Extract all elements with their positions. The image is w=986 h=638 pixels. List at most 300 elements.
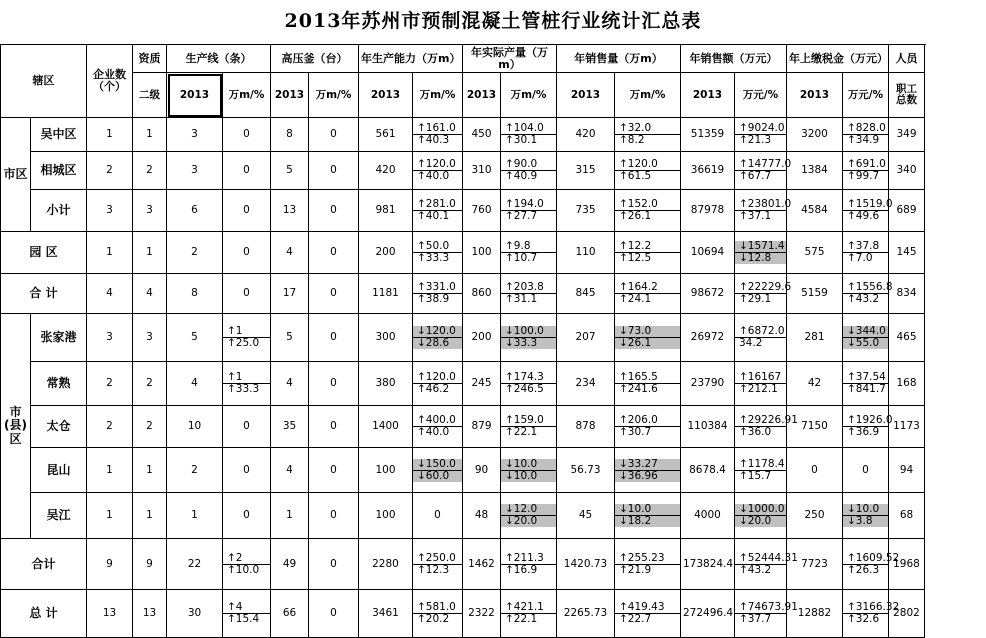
cell-qualification[interactable]: 1 (133, 493, 167, 539)
cell-enterprises[interactable]: 4 (87, 274, 133, 314)
cell-qualification[interactable]: 3 (133, 190, 167, 232)
cell-ac-2013[interactable]: 8 (271, 118, 309, 152)
header-pl-change[interactable]: 万m/% (223, 73, 271, 118)
cell-qualification[interactable]: 4 (133, 274, 167, 314)
group-label-city[interactable]: 市区 (1, 118, 31, 232)
change-amount[interactable]: ↑37.8 (847, 240, 880, 253)
change-percent[interactable]: ↑21.3 (735, 134, 786, 146)
header-staff-total[interactable]: 职工总数 (889, 73, 925, 118)
cell-output-change[interactable] (501, 362, 557, 406)
change-percent[interactable]: ↑40.0 (413, 426, 462, 438)
row-label[interactable]: 吴中区 (31, 118, 87, 152)
cell-tax[interactable]: 575 (787, 232, 843, 274)
cell-output[interactable]: 760 (463, 190, 501, 232)
change-amount[interactable]: ↑421.1 (505, 601, 544, 614)
cell-staff-total[interactable]: 1173 (889, 406, 925, 448)
row-label[interactable]: 相城区 (31, 152, 87, 190)
change-amount[interactable]: ↑9024.0 (739, 122, 785, 135)
cell-output-change[interactable] (501, 118, 557, 152)
cell-capacity-change[interactable] (413, 274, 463, 314)
cell-tax[interactable]: 0 (787, 448, 843, 493)
cell-qualification[interactable]: 1 (133, 118, 167, 152)
change-amount[interactable]: ↑1 (227, 325, 243, 338)
row-label[interactable]: 吴江 (31, 493, 87, 539)
cell-output[interactable]: 860 (463, 274, 501, 314)
cell-tax-change[interactable] (843, 118, 889, 152)
change-percent[interactable]: ↓20.0 (735, 515, 786, 527)
change-percent[interactable]: ↑26.3 (843, 564, 888, 576)
header-cap-2013[interactable]: 2013 (359, 73, 413, 118)
cell-pl-2013[interactable]: 2 (167, 232, 223, 274)
cell-qualification[interactable]: 1 (133, 448, 167, 493)
cell-ac-2013[interactable]: 13 (271, 190, 309, 232)
cell-pl-2013[interactable]: 10 (167, 406, 223, 448)
cell-capacity-change[interactable]: 0 (413, 493, 463, 539)
cell-pl-change[interactable]: 0 (223, 406, 271, 448)
cell-output-change[interactable] (501, 190, 557, 232)
cell-sales-amount-change[interactable] (735, 274, 792, 314)
change-amount[interactable]: ↑1 (227, 371, 243, 384)
change-amount[interactable]: ↑74673.91 (739, 601, 798, 614)
cell-enterprises[interactable]: 2 (87, 406, 133, 448)
cell-enterprises[interactable]: 1 (87, 493, 133, 539)
cell-pl-change[interactable] (223, 539, 271, 590)
change-amount[interactable]: ↓100.0 (501, 326, 556, 337)
change-amount[interactable]: ↑50.0 (417, 240, 450, 253)
cell-tax[interactable]: 4584 (787, 190, 843, 232)
cell-pl-change[interactable] (223, 314, 271, 362)
cell-output-change[interactable] (501, 232, 557, 274)
cell-sales-amount[interactable]: 36619 (681, 152, 735, 190)
cell-output-change[interactable] (501, 274, 557, 314)
cell-tax-change[interactable] (843, 274, 893, 314)
change-amount[interactable]: ↓10.0 (615, 504, 680, 515)
header-staff[interactable]: 人员 (889, 45, 925, 73)
cell-sales-amount[interactable]: 173824.4 (681, 539, 735, 590)
cell-output[interactable]: 90 (463, 448, 501, 493)
cell-qualification[interactable]: 2 (133, 362, 167, 406)
cell-tax[interactable]: 250 (787, 493, 843, 539)
cell-sales-volume-change[interactable] (615, 118, 681, 152)
cell-sales-amount-change[interactable] (735, 362, 787, 406)
header-autoclave[interactable]: 高压釜（台） (271, 45, 359, 73)
change-amount[interactable]: ↑159.0 (505, 414, 544, 427)
change-percent[interactable]: ↑16.9 (501, 564, 556, 576)
cell-sales-volume-change[interactable] (615, 539, 681, 590)
change-amount[interactable]: ↑29226.91 (739, 414, 798, 427)
change-percent[interactable]: ↑40.0 (413, 170, 462, 182)
change-amount[interactable]: ↓33.27 (615, 459, 680, 470)
cell-sales-volume[interactable]: 878 (557, 406, 615, 448)
cell-sales-amount-change[interactable] (735, 539, 798, 590)
cell-output[interactable]: 879 (463, 406, 501, 448)
cell-output-change[interactable] (501, 539, 557, 590)
cell-enterprises[interactable]: 1 (87, 118, 133, 152)
cell-pl-change[interactable] (223, 590, 271, 638)
cell-qualification[interactable]: 1 (133, 232, 167, 274)
change-amount[interactable]: ↑1178.4 (739, 457, 785, 470)
header-sales-amount[interactable]: 年销售额（万元） (681, 45, 787, 73)
cell-sales-amount[interactable]: 10694 (681, 232, 735, 274)
cell-output-change[interactable] (501, 152, 557, 190)
cell-capacity-change[interactable] (413, 152, 463, 190)
cell-tax-change[interactable] (843, 406, 893, 448)
cell-sales-volume[interactable]: 735 (557, 190, 615, 232)
change-percent[interactable]: ↑49.6 (843, 210, 888, 222)
header-district[interactable]: 辖区 (1, 45, 87, 118)
cell-capacity-change[interactable] (413, 448, 463, 493)
cell-ac-2013[interactable]: 4 (271, 448, 309, 493)
cell-sales-volume[interactable]: 207 (557, 314, 615, 362)
cell-tax-change[interactable] (843, 539, 900, 590)
change-percent[interactable]: ↓20.0 (501, 515, 556, 527)
cell-qualification[interactable]: 2 (133, 406, 167, 448)
cell-pl-change[interactable]: 0 (223, 152, 271, 190)
change-percent[interactable]: ↑46.2 (413, 383, 462, 395)
cell-output[interactable]: 48 (463, 493, 501, 539)
change-percent[interactable]: ↑61.5 (615, 170, 680, 182)
cell-sales-volume-change[interactable] (615, 314, 681, 362)
change-percent[interactable]: ↑10.0 (223, 564, 270, 576)
change-amount[interactable]: ↑691.0 (847, 158, 886, 171)
cell-ac-2013[interactable]: 5 (271, 314, 309, 362)
cell-capacity[interactable]: 420 (359, 152, 413, 190)
cell-sales-volume-change[interactable] (615, 274, 681, 314)
cell-ac-change[interactable]: 0 (309, 152, 359, 190)
cell-capacity[interactable]: 1181 (359, 274, 413, 314)
change-percent[interactable]: ↓18.2 (615, 515, 680, 527)
change-amount[interactable]: ↑120.0 (619, 158, 658, 171)
cell-sales-amount[interactable]: 98672 (681, 274, 735, 314)
change-amount[interactable]: ↑194.0 (505, 198, 544, 211)
header-sv-2013[interactable]: 2013 (557, 73, 615, 118)
cell-staff-total[interactable]: 94 (889, 448, 925, 493)
change-amount[interactable]: ↑828.0 (847, 122, 886, 135)
cell-pl-change[interactable]: 0 (223, 493, 271, 539)
cell-output[interactable]: 2322 (463, 590, 501, 638)
change-percent[interactable]: ↑36.0 (735, 426, 786, 438)
row-label[interactable]: 太仓 (31, 406, 87, 448)
cell-tax-change[interactable] (843, 362, 889, 406)
change-amount[interactable]: ↑203.8 (505, 281, 544, 294)
cell-ac-change[interactable]: 0 (309, 448, 359, 493)
cell-ac-2013[interactable]: 4 (271, 362, 309, 406)
change-percent[interactable]: ↑36.9 (843, 426, 888, 438)
cell-enterprises[interactable]: 1 (87, 448, 133, 493)
change-percent[interactable]: ↑32.6 (843, 613, 888, 625)
cell-qualification[interactable]: 9 (133, 539, 167, 590)
change-percent[interactable]: ↑241.6 (615, 383, 680, 395)
cell-staff-total[interactable]: 689 (889, 190, 925, 232)
cell-output-change[interactable] (501, 314, 557, 362)
header-output[interactable]: 年实际产量（万m） (463, 45, 557, 73)
cell-sales-amount-change[interactable] (735, 448, 787, 493)
cell-capacity-change[interactable] (413, 232, 463, 274)
cell-pl-2013[interactable]: 8 (167, 274, 223, 314)
header-qualification[interactable]: 资质 (133, 45, 167, 73)
cell-capacity-change[interactable] (413, 362, 463, 406)
cell-capacity[interactable]: 1400 (359, 406, 413, 448)
cell-enterprises[interactable]: 1 (87, 232, 133, 274)
change-amount[interactable]: ↑3166.32 (847, 601, 900, 614)
header-sa-2013[interactable]: 2013 (681, 73, 735, 118)
cell-sales-volume-change[interactable] (615, 362, 681, 406)
cell-capacity[interactable]: 200 (359, 232, 413, 274)
cell-enterprises[interactable]: 13 (87, 590, 133, 638)
change-percent[interactable]: ↑30.1 (501, 134, 556, 146)
change-amount[interactable]: ↓1000.0 (735, 504, 786, 515)
cell-capacity[interactable]: 380 (359, 362, 413, 406)
cell-capacity[interactable]: 100 (359, 448, 413, 493)
change-amount[interactable]: ↑581.0 (417, 601, 456, 614)
cell-ac-2013[interactable]: 66 (271, 590, 309, 638)
change-percent[interactable]: 34.2 (735, 337, 786, 349)
cell-output[interactable]: 450 (463, 118, 501, 152)
cell-sales-volume-change[interactable] (615, 448, 681, 493)
change-percent[interactable]: ↑43.2 (735, 564, 786, 576)
change-amount[interactable]: ↑23801.0 (739, 198, 792, 211)
change-percent[interactable]: ↑12.5 (615, 252, 680, 264)
cell-tax-change[interactable] (843, 590, 900, 638)
cell-sales-volume[interactable]: 1420.73 (557, 539, 615, 590)
cell-ac-change[interactable]: 0 (309, 190, 359, 232)
change-percent[interactable]: ↑12.3 (413, 564, 462, 576)
change-percent[interactable]: ↓3.8 (843, 515, 888, 527)
change-amount[interactable]: ↑211.3 (505, 551, 544, 564)
change-amount[interactable]: ↑164.2 (619, 281, 658, 294)
change-amount[interactable]: ↑419.43 (619, 601, 665, 614)
change-percent[interactable]: ↑37.1 (735, 210, 786, 222)
change-percent[interactable]: ↑246.5 (501, 383, 556, 395)
cell-tax[interactable]: 5159 (787, 274, 843, 314)
change-percent[interactable]: ↓26.1 (615, 337, 680, 349)
cell-tax-change[interactable] (843, 314, 889, 362)
cell-tax-change[interactable] (843, 493, 889, 539)
cell-ac-2013[interactable]: 17 (271, 274, 309, 314)
header-sa-change[interactable]: 万元/% (735, 73, 787, 118)
cell-staff-total[interactable]: 349 (889, 118, 925, 152)
cell-capacity[interactable]: 100 (359, 493, 413, 539)
row-label[interactable]: 总 计 (1, 590, 87, 638)
cell-tax[interactable]: 7150 (787, 406, 843, 448)
change-amount[interactable]: ↑37.54 (847, 371, 886, 384)
cell-ac-change[interactable]: 0 (309, 590, 359, 638)
change-amount[interactable]: ↑22229.6 (739, 281, 792, 294)
change-percent[interactable]: ↑15.4 (223, 613, 270, 625)
change-percent[interactable]: ↑841.7 (843, 383, 888, 395)
change-percent[interactable]: ↑30.7 (615, 426, 680, 438)
change-percent[interactable]: ↓60.0 (413, 470, 462, 482)
cell-sales-volume[interactable]: 420 (557, 118, 615, 152)
cell-qualification[interactable]: 2 (133, 152, 167, 190)
change-amount[interactable]: ↑90.0 (505, 158, 538, 171)
cell-ac-change[interactable]: 0 (309, 539, 359, 590)
cell-qualification[interactable]: 3 (133, 314, 167, 362)
cell-output[interactable]: 310 (463, 152, 501, 190)
cell-output[interactable]: 200 (463, 314, 501, 362)
cell-pl-2013[interactable]: 2 (167, 448, 223, 493)
cell-pl-2013[interactable]: 4 (167, 362, 223, 406)
change-percent[interactable]: ↑26.1 (615, 210, 680, 222)
cell-tax[interactable]: 42 (787, 362, 843, 406)
change-amount[interactable]: ↑255.23 (619, 551, 665, 564)
cell-sales-amount[interactable]: 110384 (681, 406, 735, 448)
cell-pl-2013[interactable]: 5 (167, 314, 223, 362)
change-percent[interactable]: ↑22.1 (501, 613, 556, 625)
change-amount[interactable]: ↓10.0 (501, 459, 556, 470)
change-percent[interactable]: ↑25.0 (223, 337, 270, 349)
change-amount[interactable]: ↑1926.0 (847, 414, 893, 427)
header-capacity[interactable]: 年生产能力（万m） (359, 45, 463, 73)
change-amount[interactable]: ↑1609.52 (847, 551, 900, 564)
cell-sales-volume-change[interactable] (615, 232, 681, 274)
header-out-2013[interactable]: 2013 (463, 73, 501, 118)
header-ac-change[interactable]: 万m/% (309, 73, 359, 118)
cell-ac-change[interactable]: 0 (309, 362, 359, 406)
cell-sales-amount-change[interactable] (735, 190, 792, 232)
cell-ac-change[interactable]: 0 (309, 493, 359, 539)
cell-capacity[interactable]: 3461 (359, 590, 413, 638)
change-percent[interactable]: ↑22.1 (501, 426, 556, 438)
cell-tax[interactable]: 3200 (787, 118, 843, 152)
cell-capacity-change[interactable] (413, 539, 463, 590)
cell-staff-total[interactable]: 465 (889, 314, 925, 362)
cell-pl-change[interactable]: 0 (223, 118, 271, 152)
change-percent[interactable]: ↑24.1 (615, 293, 680, 305)
change-percent[interactable]: ↑34.9 (843, 134, 888, 146)
change-amount[interactable]: ↑174.3 (505, 371, 544, 384)
cell-output-change[interactable] (501, 448, 557, 493)
row-label[interactable]: 常熟 (31, 362, 87, 406)
cell-staff-total[interactable]: 68 (889, 493, 925, 539)
cell-ac-change[interactable]: 0 (309, 274, 359, 314)
cell-staff-total[interactable]: 1968 (889, 539, 925, 590)
change-amount[interactable]: ↑14777.0 (739, 158, 792, 171)
cell-sales-amount-change[interactable] (735, 232, 787, 274)
cell-ac-change[interactable]: 0 (309, 314, 359, 362)
change-percent[interactable]: ↑7.0 (843, 252, 888, 264)
cell-pl-2013[interactable]: 1 (167, 493, 223, 539)
change-amount[interactable]: ↑9.8 (505, 240, 531, 253)
header-sv-change[interactable]: 万m/% (615, 73, 681, 118)
change-amount[interactable]: ↑1556.8 (847, 281, 893, 294)
cell-capacity-change[interactable] (413, 118, 463, 152)
change-percent[interactable]: ↓36.96 (615, 470, 680, 482)
cell-output-change[interactable] (501, 493, 557, 539)
row-label[interactable]: 合 计 (1, 274, 87, 314)
cell-capacity-change[interactable] (413, 314, 463, 362)
cell-output-change[interactable] (501, 590, 557, 638)
change-percent[interactable]: ↑33.3 (413, 252, 462, 264)
cell-sales-volume[interactable]: 45 (557, 493, 615, 539)
header-tax-2013[interactable]: 2013 (787, 73, 843, 118)
cell-ac-2013[interactable]: 35 (271, 406, 309, 448)
change-percent[interactable]: ↓33.3 (501, 337, 556, 349)
group-label-county[interactable]: 市(县)区 (1, 314, 31, 539)
cell-sales-amount-change[interactable] (735, 118, 787, 152)
change-percent[interactable]: ↑99.7 (843, 170, 888, 182)
change-percent[interactable]: ↑40.9 (501, 170, 556, 182)
cell-tax[interactable]: 281 (787, 314, 843, 362)
change-percent[interactable]: ↑38.9 (413, 293, 462, 305)
change-percent[interactable]: ↑10.7 (501, 252, 556, 264)
change-percent[interactable]: ↑43.2 (843, 293, 888, 305)
row-label[interactable]: 昆山 (31, 448, 87, 493)
cell-sales-amount-change[interactable] (735, 493, 787, 539)
cell-tax[interactable]: 1384 (787, 152, 843, 190)
cell-tax-change[interactable] (843, 190, 893, 232)
cell-capacity-change[interactable] (413, 190, 463, 232)
row-label[interactable]: 合计 (1, 539, 87, 590)
cell-pl-2013[interactable]: 6 (167, 190, 223, 232)
cell-sales-volume-change[interactable] (615, 590, 681, 638)
change-percent[interactable]: ↓12.8 (735, 252, 786, 264)
cell-staff-total[interactable]: 2802 (889, 590, 925, 638)
change-amount[interactable]: ↑281.0 (417, 198, 456, 211)
cell-pl-2013[interactable]: 22 (167, 539, 223, 590)
cell-ac-change[interactable]: 0 (309, 406, 359, 448)
change-amount[interactable]: ↑2 (227, 551, 243, 564)
cell-sales-volume-change[interactable] (615, 493, 681, 539)
cell-output-change[interactable] (501, 406, 557, 448)
cell-sales-amount-change[interactable] (735, 314, 787, 362)
cell-sales-volume[interactable]: 845 (557, 274, 615, 314)
cell-ac-change[interactable]: 0 (309, 232, 359, 274)
change-amount[interactable]: ↓10.0 (843, 504, 888, 515)
change-percent[interactable]: ↑40.3 (413, 134, 462, 146)
cell-pl-2013[interactable]: 3 (167, 152, 223, 190)
header-cap-change[interactable]: 万m/% (413, 73, 463, 118)
header-tax-change[interactable]: 万元/% (843, 73, 889, 118)
row-label[interactable]: 张家港 (31, 314, 87, 362)
cell-enterprises[interactable]: 9 (87, 539, 133, 590)
cell-ac-2013[interactable]: 1 (271, 493, 309, 539)
cell-pl-change[interactable]: 0 (223, 232, 271, 274)
cell-ac-2013[interactable]: 5 (271, 152, 309, 190)
cell-sales-amount[interactable]: 23790 (681, 362, 735, 406)
change-percent[interactable]: ↓10.0 (501, 470, 556, 482)
change-percent[interactable]: ↑67.7 (735, 170, 786, 182)
change-amount[interactable]: ↑1519.0 (847, 198, 893, 211)
cell-staff-total[interactable]: 145 (889, 232, 925, 274)
cell-pl-change[interactable]: 0 (223, 190, 271, 232)
change-percent[interactable]: ↑21.9 (615, 564, 680, 576)
change-amount[interactable]: ↑4 (227, 601, 243, 614)
header-qual-level[interactable]: 二级 (133, 73, 167, 118)
cell-enterprises[interactable]: 3 (87, 190, 133, 232)
cell-sales-amount[interactable]: 4000 (681, 493, 735, 539)
cell-tax-change[interactable]: 0 (843, 448, 889, 493)
change-amount[interactable]: ↑16167 (739, 371, 782, 384)
cell-pl-2013[interactable]: 30 (167, 590, 223, 638)
change-amount[interactable]: ↑120.0 (417, 158, 456, 171)
cell-sales-volume[interactable]: 234 (557, 362, 615, 406)
change-percent[interactable]: ↓28.6 (413, 337, 462, 349)
header-production-lines[interactable]: 生产线（条） (167, 45, 271, 73)
header-sales-volume[interactable]: 年销售量（万m） (557, 45, 681, 73)
cell-pl-change[interactable]: 0 (223, 274, 271, 314)
change-amount[interactable]: ↑400.0 (417, 414, 456, 427)
change-amount[interactable]: ↑161.0 (417, 122, 456, 135)
change-amount[interactable]: ↑152.0 (619, 198, 658, 211)
cell-capacity-change[interactable] (413, 590, 463, 638)
row-label[interactable]: 小计 (31, 190, 87, 232)
cell-sales-volume-change[interactable] (615, 406, 681, 448)
header-tax[interactable]: 年上缴税金（万元） (787, 45, 889, 73)
change-amount[interactable]: ↓120.0 (413, 326, 462, 337)
header-enterprises[interactable]: 企业数（个） (87, 45, 133, 118)
cell-enterprises[interactable]: 2 (87, 362, 133, 406)
